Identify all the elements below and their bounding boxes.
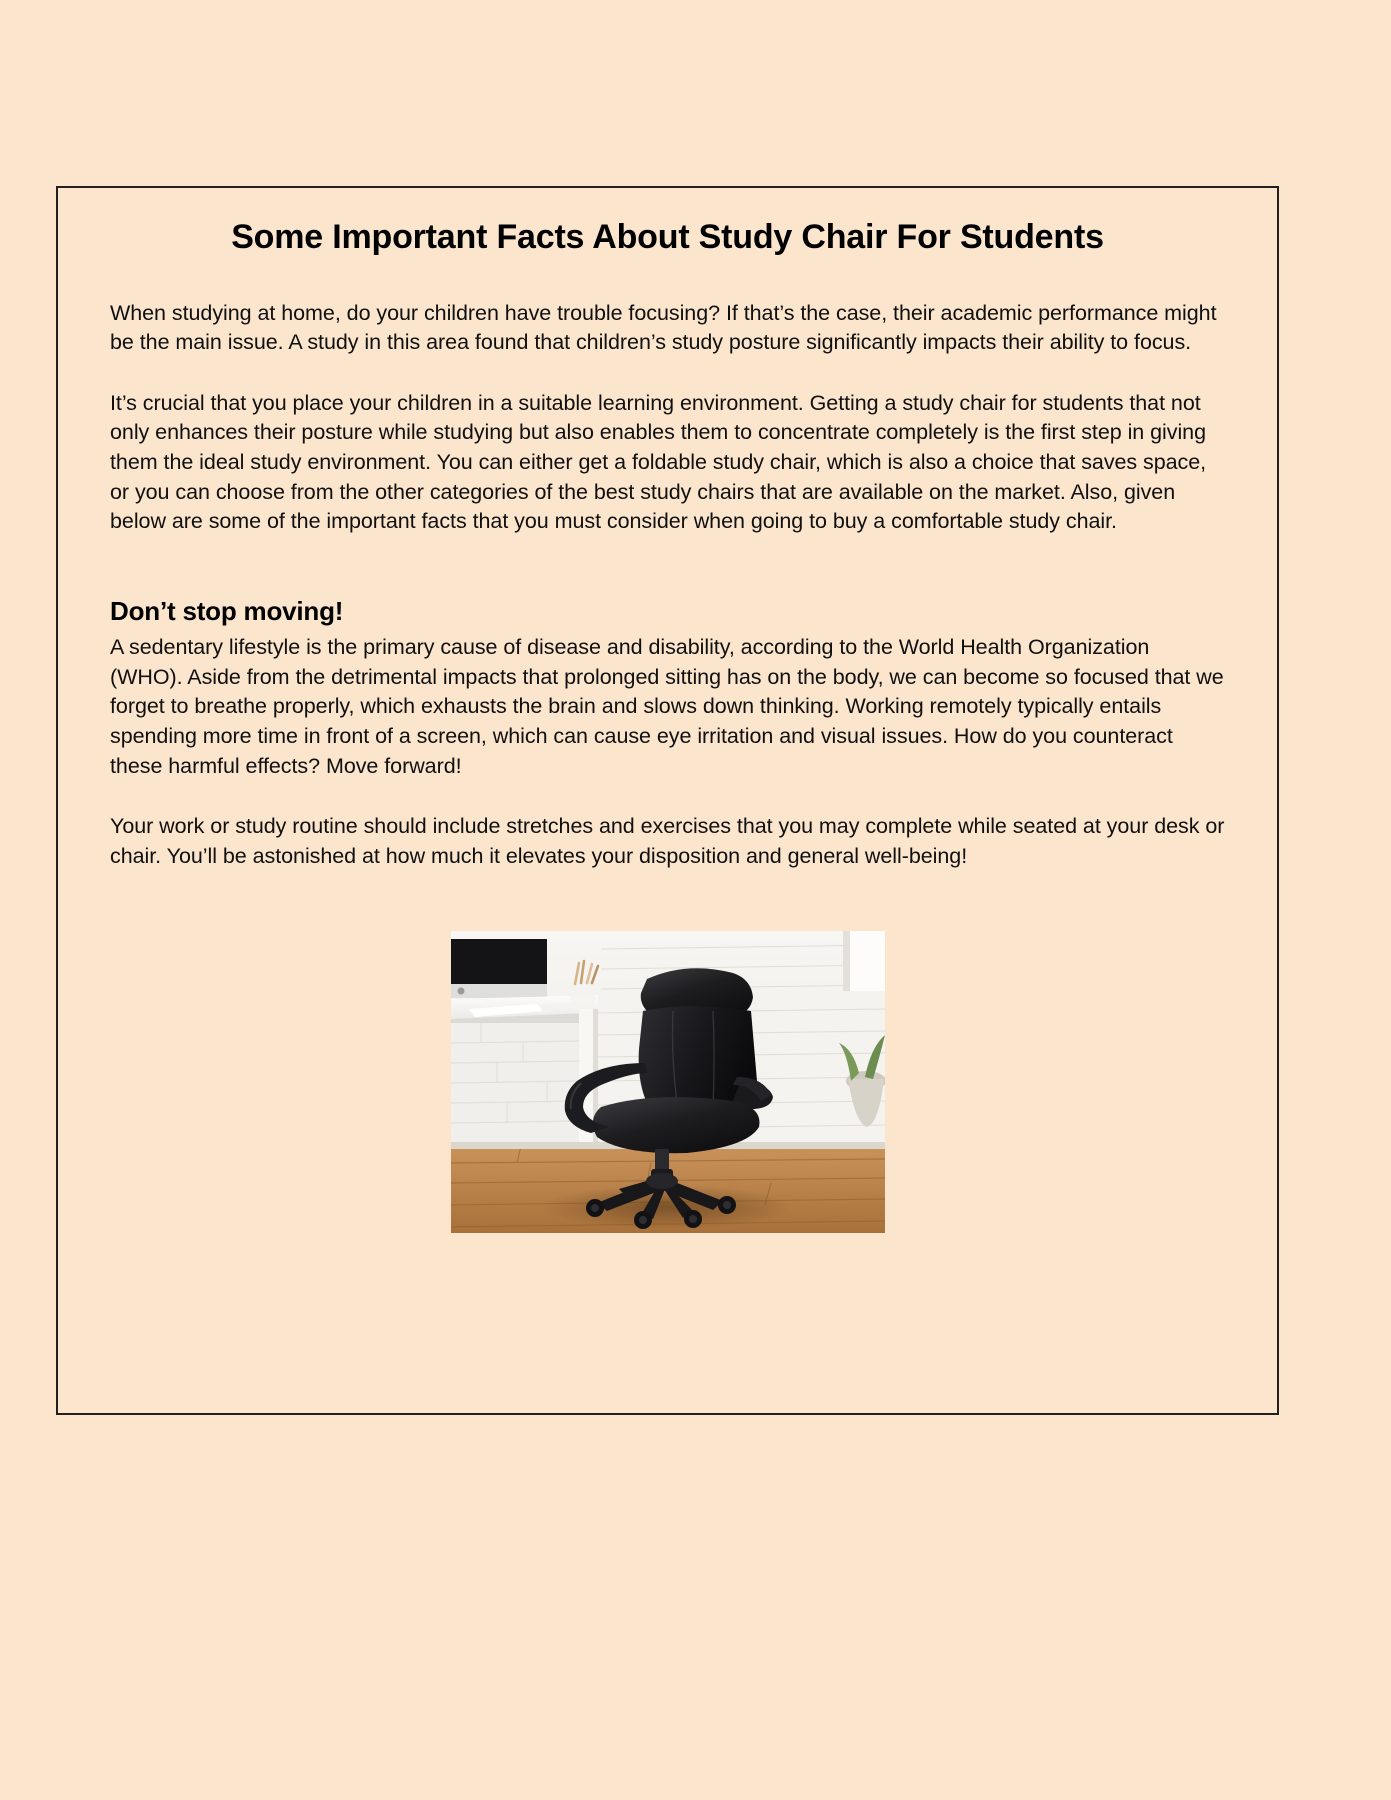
spacer <box>110 537 1225 595</box>
section-heading-dont-stop-moving: Don’t stop moving! <box>110 596 344 627</box>
figure-container <box>110 931 1225 1233</box>
spacer <box>110 781 1225 812</box>
office-chair-photo <box>451 931 885 1233</box>
document-content-box <box>56 186 1279 1415</box>
spacer <box>110 259 1225 299</box>
paragraph-sedentary-lifestyle: A sedentary lifestyle is the primary cause of disease and disability, according to the World Health Organization (WHO). Aside from the detrimental impacts that prolonged sitting has on the body, we can become so focused that we forget to breathe properly, which exhausts the brain and slows down thinking. Working remotely typically entails spending more time in front of a screen, which can cause eye irritation and visual issues. How do you counteract these harmful effects? Move forward! <box>110 634 1224 778</box>
paragraph-learning-environment: It’s crucial that you place your children in a suitable learning environment. Getting a study chair for students that not only enhances their posture while studying but also enables them to concentrate completely is the first step in giving them the ideal study environment. You can either get a foldable study chair, which is also a choice that saves space, or you can choose from the other categories of the best study chairs that are available on the market. Also, given below are some of the important facts that you must consider when going to buy a comfortable study chair. <box>110 390 1207 534</box>
paragraph-intro: When studying at home, do your children have trouble focusing? If that’s the case, their academic performance might be the main issue. A study in this area found that children’s study posture significantly impacts their ability to focus. <box>110 300 1217 355</box>
office-chair-illustration <box>451 931 885 1233</box>
paragraph-stretches: Your work or study routine should include stretches and exercises that you may complete while seated at your desk or chair. You’ll be astonished at how much it elevates your disposition and general well-being! <box>110 814 1225 868</box>
page-title: Some Important Facts About Study Chair For Students <box>231 218 1104 256</box>
spacer <box>110 358 1225 389</box>
document-inner <box>58 188 1277 1233</box>
